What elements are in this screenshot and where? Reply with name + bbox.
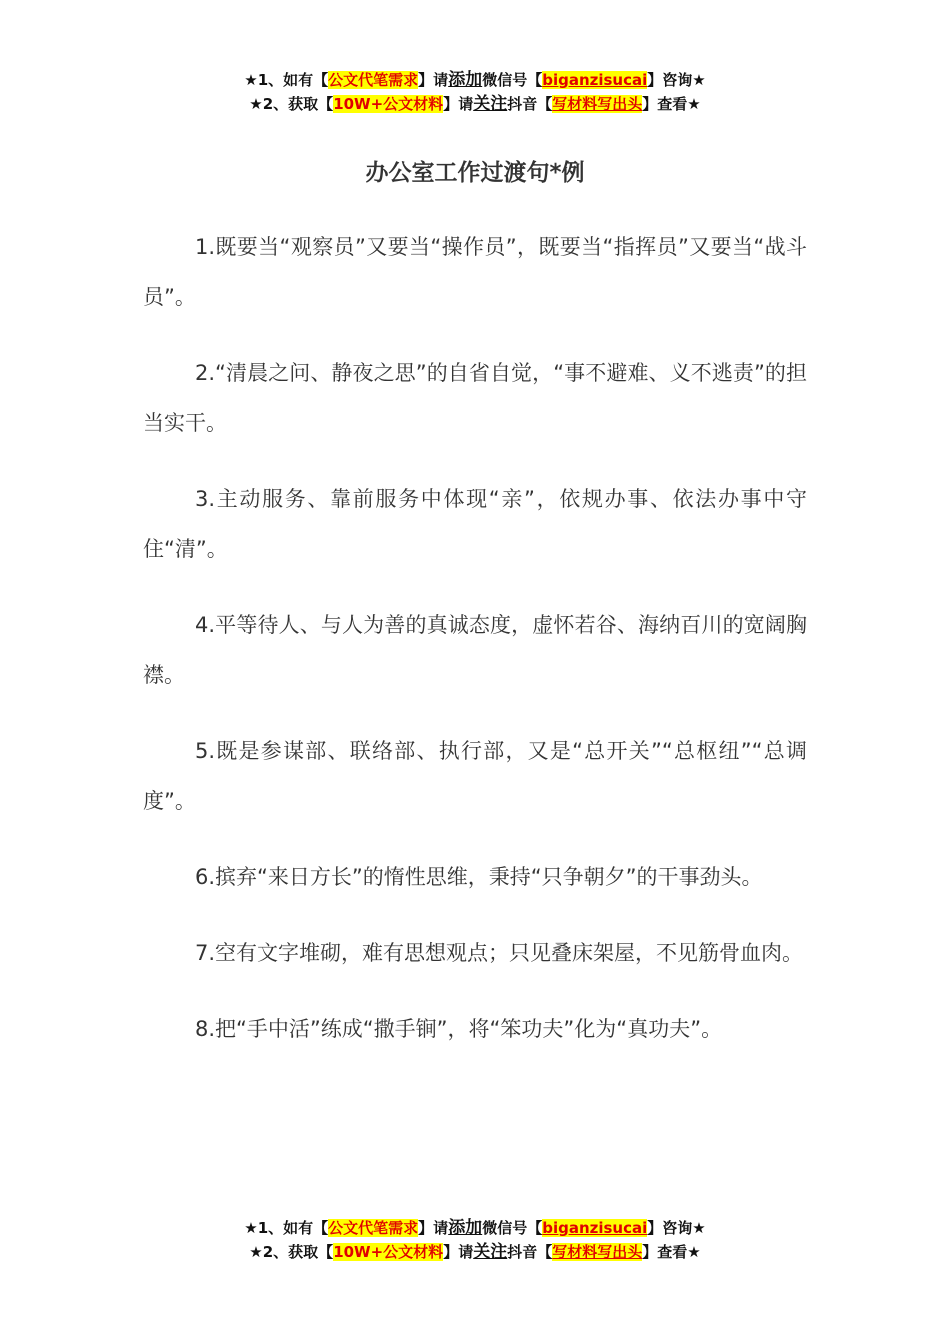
banner-emphasis: 关注	[473, 1242, 508, 1262]
banner-line-1	[0, 68, 950, 92]
paragraph: 3.主动服务、靠前服务中体现“亲”，依规办事、依法办事中守住“清”。	[143, 487, 807, 561]
banner-highlight: 10W+公文材料	[333, 1243, 444, 1261]
banner-text: 】查看★	[642, 95, 701, 113]
douyin-account: 写材料写出头	[552, 1243, 643, 1261]
bottom-banner	[0, 1216, 950, 1264]
banner-text: ★2、获取【	[249, 1243, 334, 1261]
banner-highlight: 公文代笔需求	[328, 71, 419, 89]
banner-text: 】请	[418, 71, 449, 89]
banner-emphasis: 关注	[473, 94, 508, 114]
banner-text: 抖音【	[507, 95, 553, 113]
paragraph: 7.空有文字堆砌，难有思想观点；只见叠床架屋，不见筋骨血肉。	[195, 941, 804, 965]
banner-line-2	[0, 1240, 950, 1264]
top-banner	[0, 68, 950, 116]
paragraph: 1.既要当“观察员”又要当“操作员”，既要当“指挥员”又要当“战斗员”。	[143, 235, 807, 309]
banner-text: 微信号【	[482, 1219, 543, 1237]
banner-text: 】请	[443, 1243, 474, 1261]
paragraph: 8.把“手中活”练成“撒手锏”，将“笨功夫”化为“真功夫”。	[195, 1017, 723, 1041]
paragraph: 6.摈弃“来日方长”的惰性思维，秉持“只争朝夕”的干事劲头。	[195, 865, 763, 889]
banner-text: 微信号【	[482, 71, 543, 89]
banner-text: 】请	[418, 1219, 449, 1237]
paragraph: 4.平等待人、与人为善的真诚态度，虚怀若谷、海纳百川的宽阔胸襟。	[143, 613, 807, 687]
page-title: 办公室工作过渡句*例	[365, 160, 585, 186]
banner-line-2	[0, 92, 950, 116]
document-body	[143, 222, 807, 1080]
banner-highlight: 10W+公文材料	[333, 95, 444, 113]
banner-emphasis: 添加	[448, 70, 483, 90]
banner-highlight: 公文代笔需求	[328, 1219, 419, 1237]
banner-text: 】请	[443, 95, 474, 113]
banner-text: ★1、如有【	[244, 71, 329, 89]
banner-text: 】咨询★	[647, 1219, 706, 1237]
banner-text: ★2、获取【	[249, 95, 334, 113]
douyin-account: 写材料写出头	[552, 95, 643, 113]
banner-line-1	[0, 1216, 950, 1240]
banner-emphasis: 添加	[448, 1218, 483, 1238]
banner-text: 抖音【	[507, 1243, 553, 1261]
banner-text: ★1、如有【	[244, 1219, 329, 1237]
wechat-id: biganzisucai	[542, 1219, 648, 1237]
paragraph: 2.“清晨之问、静夜之思”的自省自觉，“事不避难、义不逃责”的担当实干。	[143, 361, 807, 435]
banner-text: 】咨询★	[647, 71, 706, 89]
paragraph: 5.既是参谋部、联络部、执行部，又是“总开关”“总枢纽”“总调度”。	[143, 739, 807, 813]
banner-text: 】查看★	[642, 1243, 701, 1261]
wechat-id: biganzisucai	[542, 71, 648, 89]
